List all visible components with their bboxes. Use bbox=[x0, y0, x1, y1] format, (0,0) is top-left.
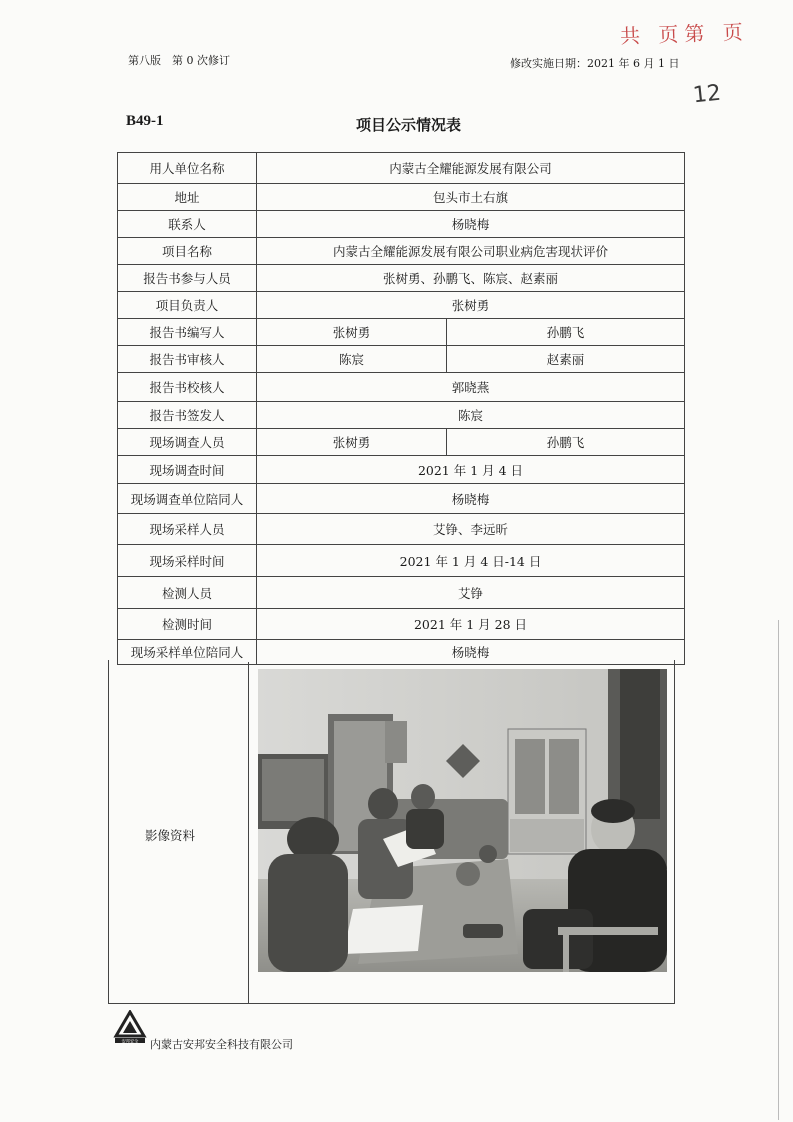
table-row bbox=[118, 153, 685, 184]
row-value: 2021 年 1 月 4 日 bbox=[257, 456, 685, 484]
row-value: 包头市土右旗 bbox=[257, 184, 685, 211]
row-value-1: 陈宸 bbox=[257, 346, 447, 373]
row-label: 报告书签发人 bbox=[118, 402, 257, 429]
scan-edge bbox=[778, 620, 779, 1120]
image-section-bottom-border bbox=[108, 1003, 675, 1004]
row-label: 检测人员 bbox=[118, 577, 257, 609]
row-value-1: 张树勇 bbox=[257, 429, 447, 456]
logo-icon bbox=[113, 1010, 147, 1044]
table-row bbox=[118, 577, 685, 609]
row-label: 现场调查单位陪同人 bbox=[118, 484, 257, 514]
table-row bbox=[118, 211, 685, 238]
row-value: 张树勇 bbox=[257, 292, 685, 319]
row-label: 地址 bbox=[118, 184, 257, 211]
table-row bbox=[118, 402, 685, 429]
row-value-2: 孙鹏飞 bbox=[447, 319, 685, 346]
page-title: 项目公示情况表 bbox=[356, 116, 462, 134]
image-section-divider bbox=[248, 662, 249, 1003]
table-row bbox=[118, 346, 685, 373]
row-value-2: 赵素丽 bbox=[447, 346, 685, 373]
handwritten-page-number: 12 bbox=[691, 80, 723, 109]
photo-image bbox=[258, 669, 667, 972]
table-row bbox=[118, 514, 685, 545]
effective-date: 修改实施日期：2021 年 6 月 1 日 bbox=[510, 57, 680, 70]
row-value: 郭晓燕 bbox=[257, 373, 685, 402]
row-value: 陈宸 bbox=[257, 402, 685, 429]
row-label: 检测时间 bbox=[118, 609, 257, 640]
row-value: 杨晓梅 bbox=[257, 211, 685, 238]
image-section-right-border bbox=[674, 660, 675, 1004]
table-row bbox=[118, 640, 685, 665]
table-row bbox=[118, 319, 685, 346]
image-section-left-border bbox=[108, 660, 109, 1004]
row-value: 艾铮 bbox=[257, 577, 685, 609]
table-row bbox=[118, 456, 685, 484]
company-logo bbox=[113, 1010, 147, 1048]
table-row bbox=[118, 609, 685, 640]
row-label: 现场调查时间 bbox=[118, 456, 257, 484]
row-value: 张树勇、孙鹏飞、陈宸、赵素丽 bbox=[257, 265, 685, 292]
row-label: 项目名称 bbox=[118, 238, 257, 265]
site-photo bbox=[258, 669, 667, 972]
row-label: 联系人 bbox=[118, 211, 257, 238]
row-label: 现场采样单位陪同人 bbox=[118, 640, 257, 665]
project-table bbox=[117, 152, 685, 665]
row-value: 2021 年 1 月 28 日 bbox=[257, 609, 685, 640]
table-row bbox=[118, 292, 685, 319]
row-value: 杨晓梅 bbox=[257, 640, 685, 665]
row-label: 项目负责人 bbox=[118, 292, 257, 319]
row-label: 报告书审核人 bbox=[118, 346, 257, 373]
edition-label: 第八版 第 0 次修订 bbox=[128, 54, 230, 67]
row-label: 现场采样时间 bbox=[118, 545, 257, 577]
page-stamp: 共 页第 页 bbox=[619, 19, 750, 49]
table-row bbox=[118, 429, 685, 456]
row-label: 现场采样人员 bbox=[118, 514, 257, 545]
row-label: 报告书校核人 bbox=[118, 373, 257, 402]
table-row bbox=[118, 373, 685, 402]
row-label: 报告书参与人员 bbox=[118, 265, 257, 292]
table-row bbox=[118, 484, 685, 514]
table-row bbox=[118, 545, 685, 577]
row-label: 用人单位名称 bbox=[118, 153, 257, 184]
logo-text: 安邦安全 bbox=[121, 1038, 139, 1044]
row-value: 杨晓梅 bbox=[257, 484, 685, 514]
table-row bbox=[118, 265, 685, 292]
row-value: 艾铮、李远昕 bbox=[257, 514, 685, 545]
footer-company: 内蒙古安邦安全科技有限公司 bbox=[150, 1038, 293, 1051]
form-code: B49-1 bbox=[126, 113, 164, 129]
image-section-label: 影像资料 bbox=[145, 828, 196, 843]
row-label: 报告书编写人 bbox=[118, 319, 257, 346]
row-value-1: 张树勇 bbox=[257, 319, 447, 346]
row-value: 内蒙古全耀能源发展有限公司 bbox=[257, 153, 685, 184]
row-label: 现场调查人员 bbox=[118, 429, 257, 456]
table-row bbox=[118, 238, 685, 265]
row-value: 2021 年 1 月 4 日-14 日 bbox=[257, 545, 685, 577]
table-row bbox=[118, 184, 685, 211]
row-value: 内蒙古全耀能源发展有限公司职业病危害现状评价 bbox=[257, 238, 685, 265]
row-value-2: 孙鹏飞 bbox=[447, 429, 685, 456]
